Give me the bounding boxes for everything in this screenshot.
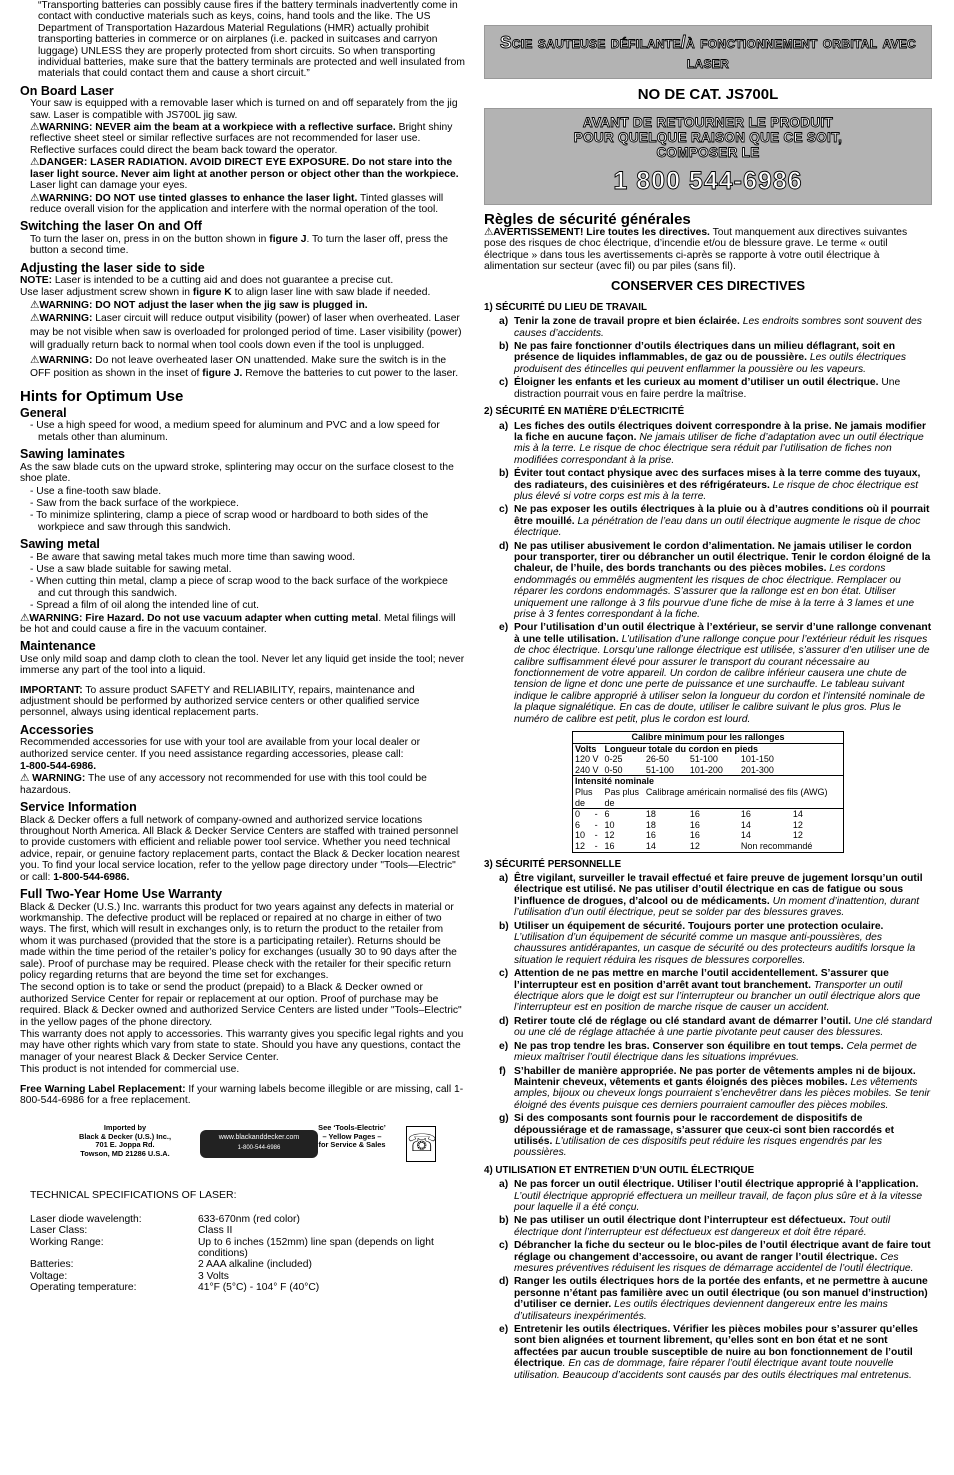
section-title: 2) SÉCURITÉ EN MATIÈRE D’ÉLECTRICITÉ [484,406,685,418]
warranty-p1: Black & Decker (U.S.) Inc. warrants this product for two years against any defects in material or workmanship. The defective product will be replaced or repaired at no charge in either of two ways. The first, which will result in exchanges only, is to return the product to the retailer from whom it was purchased (provided that the store is a participating retailer). Returns should be made within the time period of the retailer’s policy for exchanges (usually 30 to 90 days after the sale). Proof of purchase may be required. Please check with the retailer for their specific return policy regarding returns that are beyond the time set for exchanges. [20,901,457,981]
general-item: - Use a high speed for wood, a medium speed for aluminum and PVC and a low speed for metals other than aluminum. [30,420,440,443]
warranty-p2: The second option is to take or send the product (prepaid) to a Black & Decker owned or authorized Service Center for repair or replacement at our option. Proof of purchase may be required. Black & Decker owned and authorized Service Centers are listed under "Tools–Electric" in the yellow pages of the phone directory. [20,982,462,1028]
table-row: Batteries: 2 AAA alkaline (included) [30,1259,312,1271]
metal-item: - Be aware that sawing metal takes much more time than sawing wood. [30,551,356,563]
warning-triangle-icon: ⚠ [30,192,40,204]
warning-label-replacement: Free Warning Label Replacement: If your warning labels become illegible or are missing, call 1-800-544-6986 for a free replacement. [20,1083,464,1106]
service-heading: Service Information [20,800,137,815]
accessories-text: Recommended accessories for use with your tool are available from your local dealer or authorized service center. If you need assistance regarding accessories, please call: [20,737,421,760]
warning-triangle-icon: ⚠ [30,354,40,366]
service-text: Black & Decker offers a full network of company-owned and authorized service locations throughout North America. All Black & Decker Service Centers are staffed with trained personnel to provide customers with efficient and reliable power tool service. Whether you need technical advice, repair, or genuine factory replacement parts, contact the Black & Decker location nearest you. To find your local service location, refer to the yellow page directory under "Tools—Electric" or call: 1-800-544-6986. [20,814,460,883]
adjusting-heading: Adjusting the laser side to side [20,260,205,275]
section-title: 4) UTILISATION ET ENTRETIEN D’UN OUTIL ÉLECTRIQUE [484,1164,755,1176]
table-row: 120 V 0-25 26-50 51-100 101-150 [575,754,774,765]
table-row: Voltage: 3 Volts [30,1270,229,1282]
list-item: b) Ne pas faire fonctionner d’outils électriques dans un milieu déflagrant, soit en présence de liquides inflammables, de gaz ou de poussière. Les outils électriques produisent des étincelles qui peuvent enflammer la poussière ou les vapeurs. [499,341,907,375]
table-row: Laser Class: Class II [30,1225,233,1237]
table-row: Operating temperature: 41°F (5°C) - 104° F (40°C) [30,1282,320,1294]
list-item: b) Éviter tout contact physique avec des surfaces mises à la terre comme des tuyaux, des radiateurs, des cuisinières et des réfrigérateurs. Le risque de choc électrique est plus élevé si votre corps est mis à la terre. [499,468,921,502]
website-logo: www.blackanddecker.com 1-800-544-6986 [200,1130,318,1158]
warning-triangle-icon: ⚠ [30,313,40,325]
on-board-laser-heading: On Board Laser [20,83,114,98]
laminates-intro: As the saw blade cuts on the upward stroke, splintering may occur on the surface closest to the shoe plate. [20,461,454,485]
yellow-pages-icon: ☏ [406,1126,436,1162]
metal-item: - Use a saw blade suitable for sawing metal. [30,563,232,575]
avertissement: ⚠AVERTISSEMENT! Lire toutes les directives. Tout manquement aux directives suivantes pose des risques de choc électrique, d’incendie et/ou de blessure grave. Le terme « outil électrique » dans tous les avertissements ci-après se rapporte à votre outil électrique à alimentation sur secteur (avec fil) ou par piles (sans fil). [484,226,908,273]
maintenance-text: Use only mild soap and damp cloth to clean the tool. Never let any liquid get inside the tool; never immerse any part of the tool into a liquid. [20,653,465,677]
catalog-number: NO DE CAT. JS700L [637,86,779,103]
adjusting-use: Use laser adjustment screw shown in figure K to align laser line with saw blade if needed. [20,287,431,299]
warranty-p4: This product is not intended for commercial use. [20,1064,240,1076]
conserver-directives: CONSERVER CES DIRECTIVES [610,278,806,294]
laser-danger-radiation: ⚠DANGER: LASER RADIATION. AVOID DIRECT EYE EXPOSURE. Do not stare into the laser light source. Never aim light at another person or object other than the workpiece. Laser light can damage your eyes. [30,157,459,192]
list-item: a) Ne pas forcer un outil électrique. Utiliser l’outil électrique approprié à l’application. L’outil électrique approprié effectuera un meilleur travail, de façon plus sûre et à la vitesse pour laquelle il a été conçu. [499,1179,923,1213]
list-item: b) Ne pas utiliser un outil électrique dont l’interrupteur est défectueux. Tout outil électrique dont l’interrupteur est défectueux est dangereux et doit être réparé. [499,1215,891,1238]
laser-warning-reflective: ⚠WARNING: NEVER aim the beam at a workpiece with a reflective surface. Bright shiny reflective sheet steel or similar reflective surfaces are not recommended for laser use. Reflective surfaces could direct the beam back toward the operator. [30,122,453,156]
english-column [20,0,466,1294]
switching-heading: Switching the laser On and Off [20,219,202,234]
list-item: a) Être vigilant, surveiller le travail effectué et faire preuve de jugement lorsqu’un outil électrique est utilisé. Ne pas utiliser d’outil électrique en cas de fatigue ou sous l’influence de drogues, d’alcool ou de médicaments. Un moment d’inattention, durant l’utilisation d’un outil électrique, peut se solder par des blessures graves. [499,873,923,919]
laminates-heading: Sawing laminates [20,447,125,462]
table-row: 6 - 10 18 16 14 12 [575,819,803,830]
metal-warning: ⚠WARNING: Fire Hazard. Do not use vacuum adapter when cutting metal. Metal filings will be hot and could cause a fire in the vacuum container. [20,612,456,635]
list-item: d) Ranger les outils électriques hors de la portée des enfants, et ne permettre à aucune personne n’étant pas familière avec un outil électrique (ou son manuel d’instruction) d’utiliser ce dernier. Les outils électriques deviennent dangereux entre les mains d’utilisateurs inexpérimentés. [499,1276,928,1322]
footer-row [20,1124,466,1174]
importer-address: Imported by Black & Decker (U.S.) Inc., 701 E. Joppa Rd. Towson, MD 21286 U.S.A. [78,1123,171,1158]
laminates-item: - Saw from the back surface of the workpiece. [30,497,239,509]
adjust-warning-plugged: ⚠WARNING: DO NOT adjust the laser when the jig saw is plugged in. [30,299,368,311]
table-row: 12 - 16 14 12 Non recommandé [575,841,813,851]
metal-item: - Spread a film of oil along the intended line of cut. [30,600,259,612]
accessories-phone: 1-800-544-6986. [20,761,97,773]
table-row: 240 V 0-50 51-100 101-200 201-300 [575,764,774,775]
phone-number: 1 800 544-6986 [613,167,803,196]
list-item: c) Éloigner les enfants et les curieux au moment d’utiliser un outil électrique. Une distraction pourrait vous en faire perdre la maîtrise. [499,377,901,400]
list-item: c) Débrancher la fiche du secteur ou le bloc-piles de l’outil électrique avant de faire tout réglage ou changement d’accessoire, ou avant de ranger l’outil électrique. Ces mesures préventives réduisent les risques de démarrage accidentel de l’outil électrique. [499,1240,931,1274]
warning-triangle-icon: ⚠ [30,299,40,311]
hints-title: Hints for Optimum Use [20,387,184,405]
laminates-item: - To minimize splintering, clamp a piece of scrap wood or hardboard to both sides of the workpiece and saw through this sandwich. [30,510,429,533]
warranty-p3: This warranty does not apply to accessories. This warranty gives you specific legal rights and you may have other rights which vary from state to state. Should you have any questions, contact the manager of your nearest Black & Decker Service Center. [20,1028,464,1063]
list-item: f) S’habiller de manière appropriée. Ne pas porter de vêtements amples ni de bijoux. Maintenir cheveux, vêtements et gants éloignés des pièces mobiles. Les vêtements amples, bijoux ou cheveux longs pourraient s’enchevêtrer dans les pièces mobiles. Se tenir éloigné des évents puisque ces derniers pourraient camoufler des pièces mobiles. [499,1065,931,1111]
french-title-banner: Scie sauteuse défilante/à fonctionnement orbital avec laser [484,25,932,79]
warning-triangle-icon: ⚠ [20,612,30,624]
section-1-list [484,316,932,400]
table-row: 10 - 12 16 16 14 12 [575,830,803,841]
list-item: a) Tenir la zone de travail propre et bien éclairée. Les endroits sombres sont souvent des causes d’accidents. [499,316,922,339]
warranty-heading: Full Two-Year Home Use Warranty [20,887,223,902]
warning-triangle-icon: ⚠ [20,773,30,785]
table-row: Working Range: Up to 6 inches (152mm) line span (depends on light conditions) [30,1236,434,1260]
adjust-warning-overheat: ⚠WARNING: Laser circuit will reduce output visibility (power) of laser when overheated. Laser may be not visible when saw is overloaded for prolonged period of time. Laser visibility (power) will gradually return back to normal when tool cools down even if the tool is unplugged. [30,313,462,352]
laser-warning-tinted: ⚠WARNING: DO NOT use tinted glasses to enhance the laser light. Tinted glasses will reduce overall vision for the application and interfere with the normal operation of the tool. [30,192,444,215]
battery-transport-quote: “Transporting batteries can possibly cause fires if the battery terminals inadvertently come in contact with conductive materials such as keys, coins, hand tools and the like. The US Department of Transportation Hazardous Material Regulations (HMR) actually prohibit transporting batteries in commerce or on airplanes (i.e. packed in suitcases and carryon luggage) UNLESS they are properly protected from short circuits. So when transporting individual batteries, make sure that the battery terminals are protected and well insulated from materials that could contact them and cause a short circuit.” [38,0,465,80]
maintenance-important: IMPORTANT: To assure product SAFETY and RELIABILITY, repairs, maintenance and adjustment should be performed by authorized service centers or other qualified service personnel, always using identical replacement parts. [20,684,420,719]
phone-banner: AVANT DE RETOURNER LE PRODUIT POUR QUELQUE RAISON QUE CE SOIT, COMPOSER LE 1 800 544-6986 [484,108,932,205]
metal-item: - When cutting thin metal, clamp a piece of scrap wood to the back surface of the workpiece and cut through this sandwich. [30,576,448,599]
table-row: 0 - 6 18 16 16 14 [573,809,843,820]
section-4-list [484,1179,932,1381]
metal-heading: Sawing metal [20,537,100,552]
laser-specs-table [30,1214,448,1294]
section-2-list [484,421,932,726]
section-title: 3) SÉCURITÉ PERSONNELLE [484,858,622,870]
list-item: e) Pour l’utilisation d’un outil électrique à l’extérieur, se servir d’une rallonge convenant à une telle utilisation. L’utilisation d’une rallonge conçue pour l’extérieur réduit les risques de choc électrique. Lorsqu’une rallonge électrique est utilisée, s’assurer d’en utiliser une de calibre suffisamment élevé pour assurer le transport du courant nécessaire au fonctionnement de votre appareil. Un cordon de calibre inférieur causera une chute de tension de ligne et donc une perte de puissance et une surchauffe. Le tableau suivant indique le calibre approprié à utiliser selon la longueur du cordon et l’intensité nominale de la plaque signalétique. En cas de doute, utiliser le calibre suivant le plus gros. Plus le numéro de calibre est petit, plus le cordon est lourd. [499,622,932,725]
adjust-warning-unattended: ⚠WARNING: Do not leave overheated laser ON unattended. Make sure the switch is in the OFF position as shown in the inset of figure J. Remove the batteries to cut power to the laser. [30,354,459,380]
list-item: c) Ne pas exposer les outils électriques à la pluie ou à d’autres conditions où il pourrait être mouillé. La pénétration de l’eau dans un outil électrique augmente le risque de choc électrique. [499,504,930,539]
extension-cord-table: Calibre minimum pour les rallonges Volts Longueur totale du cordon en pieds 120 V 0-25 26-50 51-100 101-150 240 V 0-50 51-100 101-200 201-300 Intensité nominale Plus Pas plus Calibrage américain normalisé des fils (AWG) de de 0 - 6 18 16 16 14 6 - 10 18 16 14 12 10 - 12 16 16 14 12 12 - 16 14 12 Non recommandé [572,731,844,853]
list-item: e) Entretenir les outils électriques. Vérifier les pièces mobiles pour s’assurer qu’elles sont bien alignées et tournent librement, qu’elles sont en bon état et ne sont affectées par aucun trouble susceptible de nuire au bon fonctionnement de l’outil électrique. En cas de dommage, faire réparer l’outil électrique avant toute nouvelle utilisation. Beaucoup d’accidents sont causés par des outils électriques mal entretenus. [499,1324,919,1381]
table-row: Laser diode wavelength: 633-670nm (red color) [30,1213,300,1225]
list-item: e) Ne pas trop tendre les bras. Conserver son équilibre en tout temps. Cela permet de mieux maîtriser l’outil électrique dans les situations imprévues. [499,1040,917,1064]
laminates-item: - Use a fine-tooth saw blade. [30,485,162,497]
general-heading: General [20,406,67,421]
list-item: a) Les fiches des outils électriques doivent correspondre à la prise. Ne jamais modifier la fiche en aucune façon. Ne jamais utiliser de fiche d’adaptation avec un outil électrique mis à la terre. Le risque de choc électrique sera réduit par l’utilisation de fiches non modifiées correspondant à la prise. [499,420,927,466]
adjusting-note: NOTE: Laser is intended to be a cutting aid and does not guarantee a precise cut. [20,274,394,286]
warning-triangle-icon: ⚠ [30,122,40,134]
french-column [484,0,932,1383]
list-item: b) Utiliser un équipement de sécurité. Toujours porter une protection oculaire. L’utilisation d’un équipement de sécurité comme un masque anti-poussières, des chaussures antidérapantes, un casque de sécurité ou des protecteurs auditifs lorsque la situation le requiert réduira les risques de blessures corporelles. [499,920,916,966]
list-item: g) Si des composants sont fournis pour le raccordement de dispositifs de dépoussiérage et de ramassage, s’assurer que ceux-ci sont bien raccordés et utilisés. L’utilisation de ces dispositifs peut réduire les risques engendrés par les poussières. [499,1113,895,1159]
cord-table-title: Calibre minimum pour les rallonges [573,732,843,743]
section-title: 1) SÉCURITÉ DU LIEU DE TRAVAIL [484,301,647,313]
accessories-warning: ⚠ WARNING: The use of any accessory not recommended for use with this tool could be hazardous. [20,773,427,796]
switching-text: To turn the laser on, press in on the button shown in figure J. To turn the laser off, press the button a second time. [30,233,449,257]
maintenance-heading: Maintenance [20,639,96,654]
list-item: d) Retirer toute clé de réglage ou clé standard avant de démarrer l’outil. Une clé standard ou une clé de réglage attachée à une partie pivotante peut causer des blessures. [499,1015,932,1039]
laser-intro: Your saw is equipped with a removable laser which is turned on and off separately from the jig saw. Laser is compatible with JS700L jig saw. [30,98,458,121]
list-item: c) Attention de ne pas mettre en marche l’outil accidentellement. S’assurer que l’interrupteur est en position d’arrêt avant tout branchement. Transporter un outil électrique alors que le doigt est sur l’interrupteur ou brancher un outil électrique alors que l’interrupteur est en position de marche risque de causer un accident. [499,968,921,1014]
accessories-heading: Accessories [20,722,94,737]
warning-triangle-icon: ⚠ [30,157,40,169]
regles-title: Règles de sécurité générales [484,211,691,229]
warning-triangle-icon: ⚠ [484,226,494,238]
yellow-pages-note: See ‘Tools-Electric’ – Yellow Pages – for Service & Sales [318,1123,386,1150]
specs-title: TECHNICAL SPECIFICATIONS OF LASER: [30,1189,237,1202]
section-3-list [484,873,932,1159]
list-item: d) Ne pas utiliser abusivement le cordon d’alimentation. Ne jamais utiliser le cordon pour transporter, tirer ou débrancher un outil électrique. Tenir le cordon éloigné de la chaleur, de l’huile, des bords tranchants ou des pièces mobiles. Les cordons endommagés ou emmêlés augmentent les risques de choc électrique. Remplacer ou réparer les cordons endommagés. S’assurer que la rallonge est en bon état. Utiliser uniquement une rallonge à 3 fils pourvue d’une fiche de mise à la terre à 3 lames et une prise à 3 fentes correspondant à la fiche. [499,540,931,620]
